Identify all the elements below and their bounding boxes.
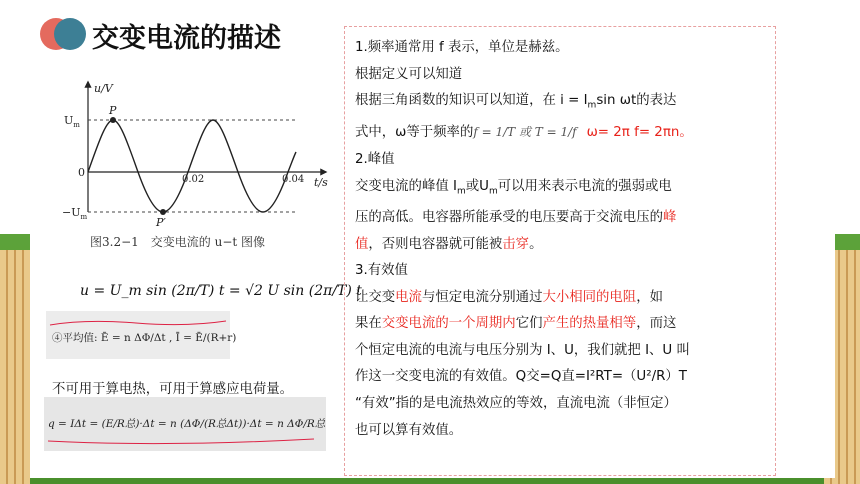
sine-curve [88,120,296,212]
line-peak-heading: 2.峰值 [355,152,395,168]
line-effective-5: “有效”指的是电流热效应的等效，直流电流（非恒定） [355,396,677,412]
point-p-prime-dot [160,209,166,215]
title-dot-blue [54,18,86,50]
eff2-a: 果在 [355,316,382,332]
average-value-image-svg [46,311,237,359]
peak-sub1: m [456,186,466,197]
eff1-red1: 电流 [395,289,422,305]
line-trig-a: 根据三角函数的知识可以知道，在 i = I [355,93,588,109]
charge-formula-image [44,397,326,451]
point-p-label: P [109,104,117,117]
line-frequency: 1.频率通常用 f 表示，单位是赫兹。 [355,40,569,55]
slide [30,0,835,478]
eff2-red1: 交变电流的一个周期内 [381,316,516,332]
peak-b: 或U [465,178,489,194]
charge-formula-image-svg [44,397,326,451]
eff2-b: 它们 [515,316,543,332]
peak-sub2: m [488,186,498,197]
line-effective-heading: 3.有效值 [355,263,408,279]
line-effective-2 [355,311,765,338]
neg-um-label-sub: m [80,213,88,221]
heat-note: 不可用于算电热，可用于算感应电荷量。 [52,382,294,397]
line-definition: 根据定义可以知道 [355,66,463,82]
eff2-c: ，而这 [636,316,677,332]
line-trig-sub: m [587,100,597,111]
line-capacitor [355,205,765,232]
eff1-c: ，如 [636,289,663,305]
peak-c: 可以用来表示电流的强弱或电 [497,178,672,194]
average-value-text: ④平均值: Ē = n ΔΦ/Δt , Ī = Ē/(R+r) [52,332,237,344]
x-axis-label: t/s [314,176,328,189]
line-trig-b: sin ωt的表达 [596,93,677,109]
point-p-dot [110,117,116,123]
line-omega-a: 式中，ω等于频率的 [355,125,474,141]
line-omega-red: ω= 2π f= 2πn。 [586,125,693,141]
um-label-sub: m [73,121,80,129]
um-label [64,114,80,129]
sine-formula [76,270,362,310]
eff1-red2: 大小相同的电阻 [542,289,637,305]
line-breakdown [355,232,765,259]
ut-graph-figure [62,72,352,260]
tick-label-004: 0.04 [282,174,305,185]
charge-formula-text: q = IΔt = (E/R总)·Δt = n (ΔΦ/(R总Δt))·Δt = n ΔΦ/R总 [48,418,326,430]
line-effective-4: 作这一交变电流的有效值。Q交=Q直=I²RT=（U²/R）T [355,369,687,385]
point-p-prime-label: P′ [156,216,166,229]
cap-red: 峰 [662,209,677,225]
neg-um-label [62,206,88,221]
um-label-main: U [64,114,74,127]
line-trig [355,88,765,119]
line-effective-1 [355,285,765,312]
tick-label-002: 0.02 [182,174,205,185]
brk-c: 。 [529,236,543,252]
figure-caption: 图3.2−1 交变电流的 u−t 图像 [90,235,266,249]
line-omega [355,119,765,147]
brk-red2: 击穿 [502,236,530,252]
line-peak-desc [355,174,765,205]
peak-a: 交变电流的峰值 I [355,178,457,194]
line-effective-3: 个恒定电流的电流与电压分别为 I、U，我们就把 I、U 叫 [355,342,690,358]
background-fence-left [0,250,30,484]
y-axis-label: u/V [94,82,113,95]
cap-a: 压的高低。电容器所能承受的电压要高于交流电压的 [355,209,663,225]
line-omega-formula: f = 1/T 或 T = 1/f [473,125,577,140]
slide-title: 交变电流的描述 [92,23,281,54]
neg-um-label-main: −U [62,206,81,219]
origin-label: 0 [78,166,85,179]
sine-formula-text: u = U_m sin (2π/T) t = √2 U sin (2π/T) t [80,283,362,299]
eff1-b: 与恒定电流分别通过 [421,289,543,305]
brk-red1: 值 [355,236,369,252]
eff1-a: 让交变 [355,289,396,305]
average-value-image [46,311,237,359]
brk-b: ，否则电容器就可能被 [368,236,503,252]
line-effective-6: 也可以算有效值。 [355,422,463,438]
eff2-red2: 产生的热量相等 [542,316,637,332]
description-textbox [344,26,776,476]
